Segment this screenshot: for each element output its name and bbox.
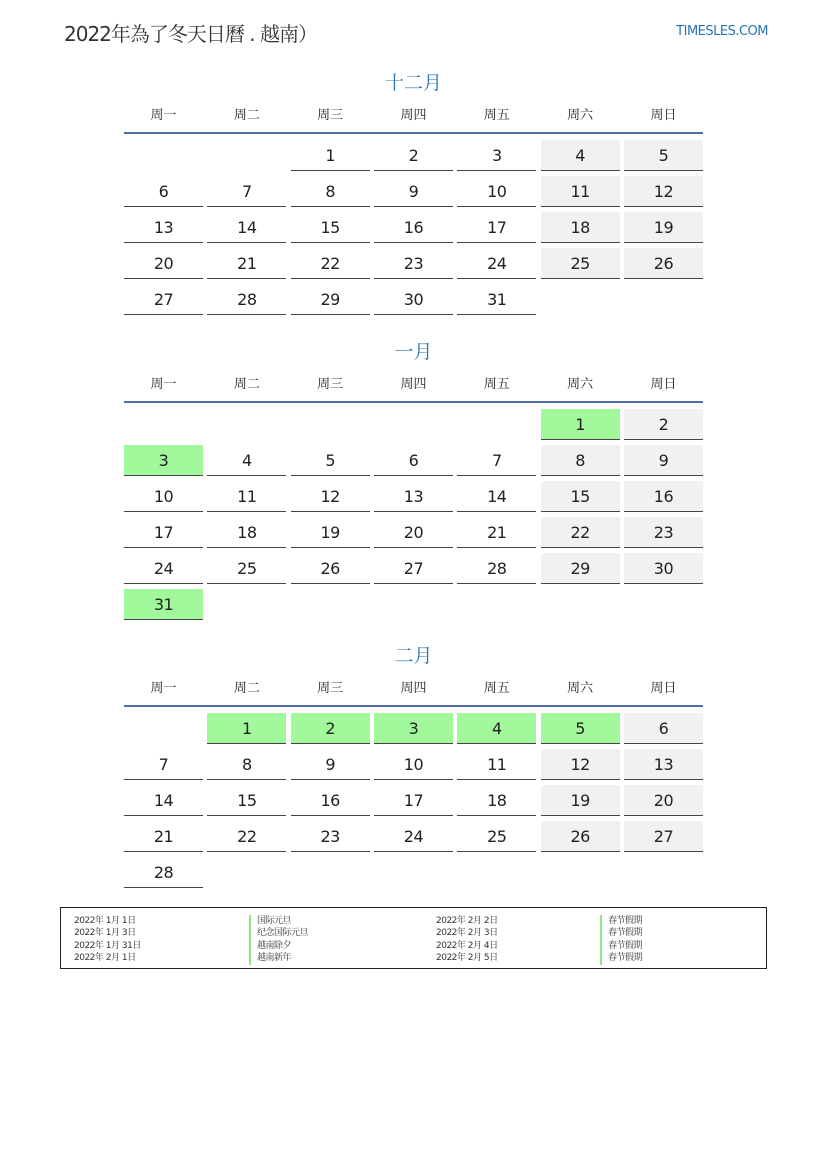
day-cell[interactable]: 12 — [624, 176, 703, 207]
empty-cell — [541, 589, 620, 620]
day-cell[interactable]: 9 — [374, 176, 453, 207]
day-cell[interactable]: 4 — [457, 713, 536, 744]
day-cell[interactable]: 23 — [291, 821, 370, 852]
day-cell[interactable]: 20 — [124, 248, 203, 279]
day-cell[interactable]: 27 — [374, 553, 453, 584]
day-cell[interactable]: 6 — [624, 713, 703, 744]
empty-cell — [374, 589, 453, 620]
day-cell[interactable]: 18 — [541, 212, 620, 243]
day-cell[interactable]: 17 — [457, 212, 536, 243]
empty-cell — [291, 589, 370, 620]
day-cell[interactable]: 24 — [124, 553, 203, 584]
legend-holiday-name: 越南新年 — [249, 952, 308, 964]
header-rule — [124, 705, 703, 707]
day-cell[interactable]: 21 — [207, 248, 286, 279]
day-cell[interactable]: 10 — [457, 176, 536, 207]
day-cell[interactable]: 26 — [291, 553, 370, 584]
weekday-label: 周三 — [317, 108, 344, 123]
day-cell[interactable]: 27 — [624, 821, 703, 852]
brand-logo[interactable]: TIMESLES.COM — [676, 24, 768, 39]
legend-date: 2022年 1月 31日 — [74, 940, 141, 951]
day-cell[interactable]: 3 — [124, 445, 203, 476]
day-cell[interactable]: 6 — [124, 176, 203, 207]
weekday-label: 周六 — [567, 377, 594, 392]
legend-dates-left — [74, 915, 141, 965]
empty-cell — [624, 857, 703, 888]
day-cell[interactable]: 4 — [207, 445, 286, 476]
weekday-header — [124, 108, 703, 132]
month-title: 十二月 — [384, 72, 442, 94]
weekday-label: 周四 — [400, 681, 427, 696]
day-cell[interactable]: 25 — [457, 821, 536, 852]
legend-date: 2022年 1月 3日 — [74, 928, 136, 939]
day-cell[interactable]: 20 — [374, 517, 453, 548]
day-cell[interactable]: 15 — [541, 481, 620, 512]
holiday-legend — [60, 907, 767, 969]
day-grid — [124, 713, 703, 888]
month-title: 一月 — [394, 341, 433, 363]
day-cell[interactable]: 7 — [457, 445, 536, 476]
weekday-header — [124, 377, 703, 401]
day-cell[interactable]: 5 — [541, 713, 620, 744]
day-cell[interactable]: 27 — [124, 284, 203, 315]
day-grid — [124, 140, 703, 315]
day-cell[interactable]: 28 — [457, 553, 536, 584]
day-cell[interactable]: 12 — [291, 481, 370, 512]
empty-cell — [541, 284, 620, 315]
day-cell[interactable]: 15 — [291, 212, 370, 243]
day-cell[interactable]: 16 — [624, 481, 703, 512]
day-cell[interactable]: 9 — [624, 445, 703, 476]
day-cell[interactable]: 25 — [541, 248, 620, 279]
day-cell[interactable]: 3 — [374, 713, 453, 744]
month-february — [124, 643, 703, 888]
day-cell[interactable]: 8 — [541, 445, 620, 476]
weekday-label: 周一 — [150, 108, 177, 123]
day-cell[interactable]: 19 — [624, 212, 703, 243]
empty-cell — [624, 284, 703, 315]
legend-holiday-name: 越南除夕 — [249, 940, 308, 952]
day-cell[interactable]: 13 — [374, 481, 453, 512]
weekday-label: 周二 — [233, 681, 260, 696]
day-cell[interactable]: 18 — [207, 517, 286, 548]
day-cell[interactable]: 19 — [541, 785, 620, 816]
legend-date: 2022年 1月 1日 — [74, 916, 136, 926]
day-cell[interactable]: 31 — [457, 284, 536, 315]
empty-cell — [207, 589, 286, 620]
legend-holiday-name: 国际元旦 — [249, 915, 308, 927]
day-cell[interactable]: 11 — [207, 481, 286, 512]
weekday-header — [124, 681, 703, 705]
day-cell[interactable]: 30 — [374, 284, 453, 315]
day-cell[interactable]: 26 — [624, 248, 703, 279]
page-title: 2022年為了冬天日曆 . 越南） — [64, 22, 317, 46]
empty-cell — [291, 409, 370, 440]
legend-names-right — [600, 915, 642, 965]
legend-holiday-name: 春节假期 — [600, 952, 642, 964]
weekday-label: 周日 — [650, 377, 677, 392]
day-cell[interactable]: 14 — [457, 481, 536, 512]
month-january — [124, 339, 703, 620]
legend-date: 2022年 2月 1日 — [74, 953, 136, 964]
weekday-label: 周四 — [400, 108, 427, 123]
empty-cell — [374, 857, 453, 888]
day-cell[interactable]: 23 — [624, 517, 703, 548]
weekday-label: 周二 — [233, 377, 260, 392]
empty-cell — [374, 409, 453, 440]
day-cell[interactable]: 23 — [374, 248, 453, 279]
weekday-label: 周五 — [483, 108, 510, 123]
day-cell[interactable]: 7 — [124, 749, 203, 780]
day-cell[interactable]: 30 — [624, 553, 703, 584]
day-cell[interactable]: 26 — [541, 821, 620, 852]
day-cell[interactable]: 22 — [207, 821, 286, 852]
day-cell[interactable]: 2 — [291, 713, 370, 744]
legend-date: 2022年 2月 4日 — [436, 940, 498, 951]
day-cell[interactable]: 25 — [207, 553, 286, 584]
day-cell[interactable]: 5 — [291, 445, 370, 476]
empty-cell — [291, 857, 370, 888]
day-cell[interactable]: 20 — [624, 785, 703, 816]
empty-cell — [457, 857, 536, 888]
day-cell[interactable]: 24 — [374, 821, 453, 852]
day-cell[interactable]: 12 — [541, 749, 620, 780]
legend-date: 2022年 2月 5日 — [436, 953, 498, 964]
header-rule — [124, 401, 703, 403]
day-cell[interactable]: 3 — [457, 140, 536, 171]
legend-holiday-name: 春节假期 — [600, 940, 642, 952]
day-cell[interactable]: 5 — [624, 140, 703, 171]
day-cell[interactable]: 22 — [291, 248, 370, 279]
day-cell[interactable]: 6 — [374, 445, 453, 476]
day-cell[interactable]: 16 — [291, 785, 370, 816]
day-cell[interactable]: 1 — [541, 409, 620, 440]
weekday-label: 周五 — [483, 377, 510, 392]
day-cell[interactable]: 11 — [457, 749, 536, 780]
day-cell[interactable]: 14 — [207, 212, 286, 243]
day-cell[interactable]: 19 — [291, 517, 370, 548]
day-cell[interactable]: 17 — [374, 785, 453, 816]
legend-holiday-name: 春节假期 — [600, 927, 642, 939]
weekday-label: 周三 — [317, 377, 344, 392]
day-cell[interactable]: 1 — [291, 140, 370, 171]
weekday-label: 周日 — [650, 108, 677, 123]
legend-date: 2022年 2月 3日 — [436, 928, 498, 939]
empty-cell — [457, 589, 536, 620]
legend-date: 2022年 2月 2日 — [436, 916, 498, 926]
day-cell[interactable]: 28 — [207, 284, 286, 315]
day-cell[interactable]: 2 — [624, 409, 703, 440]
month-december — [124, 70, 703, 315]
weekday-label: 周六 — [567, 681, 594, 696]
day-cell[interactable]: 28 — [124, 857, 203, 888]
empty-cell — [124, 140, 203, 171]
weekday-label: 周六 — [567, 108, 594, 123]
day-cell[interactable]: 11 — [541, 176, 620, 207]
day-cell[interactable]: 7 — [207, 176, 286, 207]
day-cell[interactable]: 13 — [624, 749, 703, 780]
day-cell[interactable]: 4 — [541, 140, 620, 171]
day-cell[interactable]: 9 — [291, 749, 370, 780]
empty-cell — [124, 409, 203, 440]
day-cell[interactable]: 21 — [124, 821, 203, 852]
legend-holiday-name: 纪念国际元旦 — [249, 927, 308, 939]
day-cell[interactable]: 18 — [457, 785, 536, 816]
day-cell[interactable]: 17 — [124, 517, 203, 548]
weekday-label: 周五 — [483, 681, 510, 696]
weekday-label: 周四 — [400, 377, 427, 392]
day-cell[interactable]: 22 — [541, 517, 620, 548]
empty-cell — [207, 857, 286, 888]
day-cell[interactable]: 8 — [207, 749, 286, 780]
empty-cell — [124, 713, 203, 744]
day-cell[interactable]: 13 — [124, 212, 203, 243]
day-cell[interactable]: 2 — [374, 140, 453, 171]
day-cell[interactable]: 16 — [374, 212, 453, 243]
empty-cell — [207, 140, 286, 171]
day-cell[interactable]: 14 — [124, 785, 203, 816]
month-title: 二月 — [394, 645, 433, 667]
day-cell[interactable]: 10 — [374, 749, 453, 780]
day-cell[interactable]: 29 — [291, 284, 370, 315]
empty-cell — [624, 589, 703, 620]
weekday-label: 周一 — [150, 377, 177, 392]
empty-cell — [457, 409, 536, 440]
day-cell[interactable]: 15 — [207, 785, 286, 816]
day-cell[interactable]: 10 — [124, 481, 203, 512]
weekday-label: 周日 — [650, 681, 677, 696]
day-cell[interactable]: 8 — [291, 176, 370, 207]
legend-holiday-name: 春节假期 — [600, 915, 642, 927]
day-cell[interactable]: 1 — [207, 713, 286, 744]
empty-cell — [541, 857, 620, 888]
legend-dates-right — [436, 915, 498, 965]
empty-cell — [207, 409, 286, 440]
day-cell[interactable]: 24 — [457, 248, 536, 279]
weekday-label: 周二 — [233, 108, 260, 123]
weekday-label: 周一 — [150, 681, 177, 696]
day-cell[interactable]: 29 — [541, 553, 620, 584]
legend-names-left — [249, 915, 308, 965]
day-cell[interactable]: 31 — [124, 589, 203, 620]
header-rule — [124, 132, 703, 134]
weekday-label: 周三 — [317, 681, 344, 696]
day-cell[interactable]: 21 — [457, 517, 536, 548]
day-grid — [124, 409, 703, 620]
